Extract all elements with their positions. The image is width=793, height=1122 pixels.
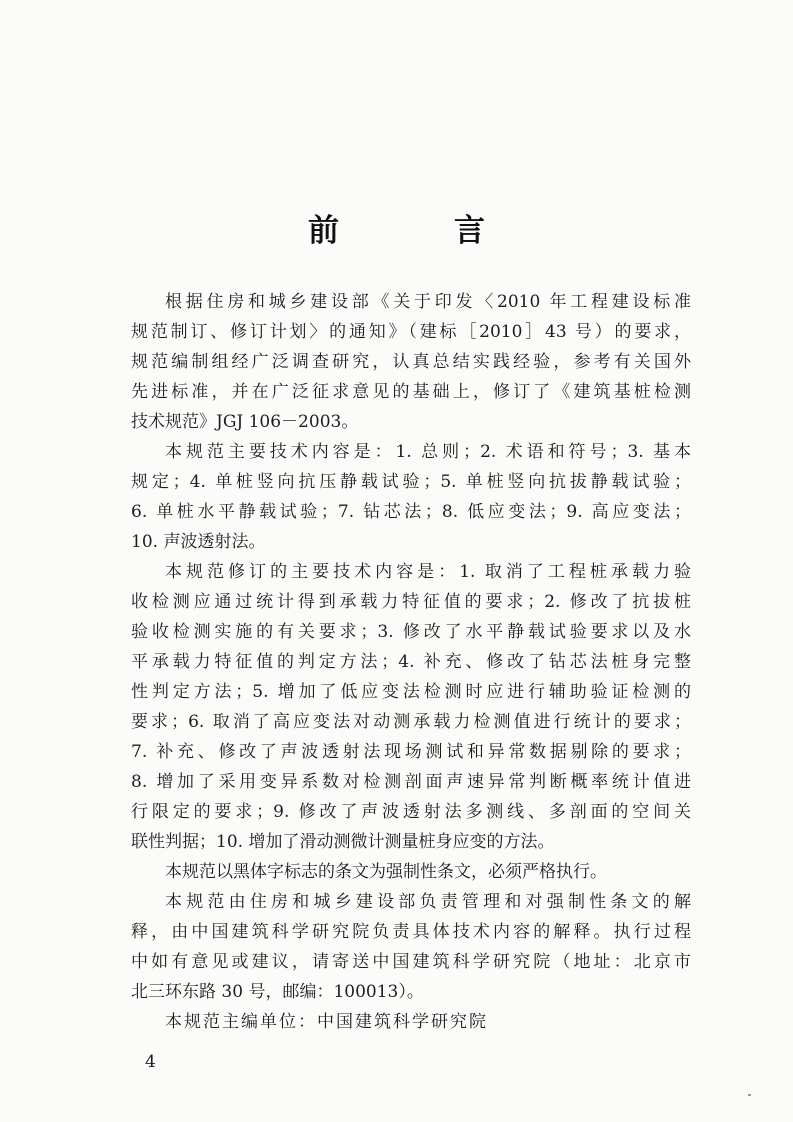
text-line: 本规范以黑体字标志的条文为强制性条文，必须严格执行。 xyxy=(165,862,607,882)
text-line: 本规范主要技术内容是：1. 总则；2. 术语和符号；3. 基本 xyxy=(165,442,691,462)
text-line: 释，由中国建筑科学研究院负责具体技术内容的解释。执行过程 xyxy=(131,922,691,942)
chief-editor-line: 本规范主编单位：中国建筑科学研究院 xyxy=(165,1012,488,1032)
text-line: 8. 增加了采用变异系数对检测剖面声速异常判断概率统计值进 xyxy=(131,772,691,792)
scan-speck xyxy=(748,1094,751,1096)
page-title: 前 言 xyxy=(308,213,527,249)
text-line: 行限定的要求；9. 修改了声波透射法多测线、多剖面的空间关 xyxy=(131,802,691,822)
text-line: 平承载力特征值的判定方法；4. 补充、修改了钻芯法桩身完整 xyxy=(131,652,691,672)
text-line: 收检测应通过统计得到承载力特征值的要求；2. 修改了抗拔桩 xyxy=(131,592,691,612)
text-line: 性判定方法；5. 增加了低应变法检测时应进行辅助验证检测的 xyxy=(131,682,691,702)
paragraph xyxy=(131,437,691,557)
paragraph xyxy=(131,557,691,857)
text-line: 规范编制组经广泛调查研究，认真总结实践经验，参考有关国外 xyxy=(131,352,691,372)
text-line: 7. 补充、修改了声波透射法现场测试和异常数据剔除的要求； xyxy=(131,742,691,762)
paragraph xyxy=(131,857,691,887)
text-line: 先进标准，并在广泛征求意见的基础上，修订了《建筑基桩检测 xyxy=(131,382,691,402)
text-line: 中如有意见或建议，请寄送中国建筑科学研究院（地址：北京市 xyxy=(131,952,691,972)
text-line: 本规范由住房和城乡建设部负责管理和对强制性条文的解 xyxy=(165,892,691,912)
text-line: 技术规范》JGJ 106－2003。 xyxy=(131,412,359,432)
text-line: 北三环东路 30 号，邮编：100013）。 xyxy=(131,982,424,1002)
text-line: 本规范修订的主要技术内容是：1. 取消了工程桩承载力验 xyxy=(165,562,691,582)
text-line: 验收检测实施的有关要求；3. 修改了水平静载试验要求以及水 xyxy=(131,622,691,642)
text-line: 要求；6. 取消了高应变法对动测承载力检测值进行统计的要求； xyxy=(131,712,691,732)
text-line: 根据住房和城乡建设部《关于印发〈2010 年工程建设标准 xyxy=(165,292,691,312)
text-line: 规范制订、修订计划〉的通知》（建标［2010］43 号）的要求， xyxy=(131,322,691,342)
paragraph xyxy=(131,287,691,437)
text-line: 6. 单桩水平静载试验；7. 钻芯法；8. 低应变法；9. 高应变法； xyxy=(131,502,691,522)
page-number: 4 xyxy=(145,1052,156,1072)
text-line: 联性判据；10. 增加了滑动测微计测量桩身应变的方法。 xyxy=(131,832,555,852)
text-line: 规定；4. 单桩竖向抗压静载试验；5. 单桩竖向抗拔静载试验； xyxy=(131,472,691,492)
paragraph xyxy=(131,887,691,1007)
document-body xyxy=(131,287,691,1037)
text-line: 10. 声波透射法。 xyxy=(131,532,266,552)
